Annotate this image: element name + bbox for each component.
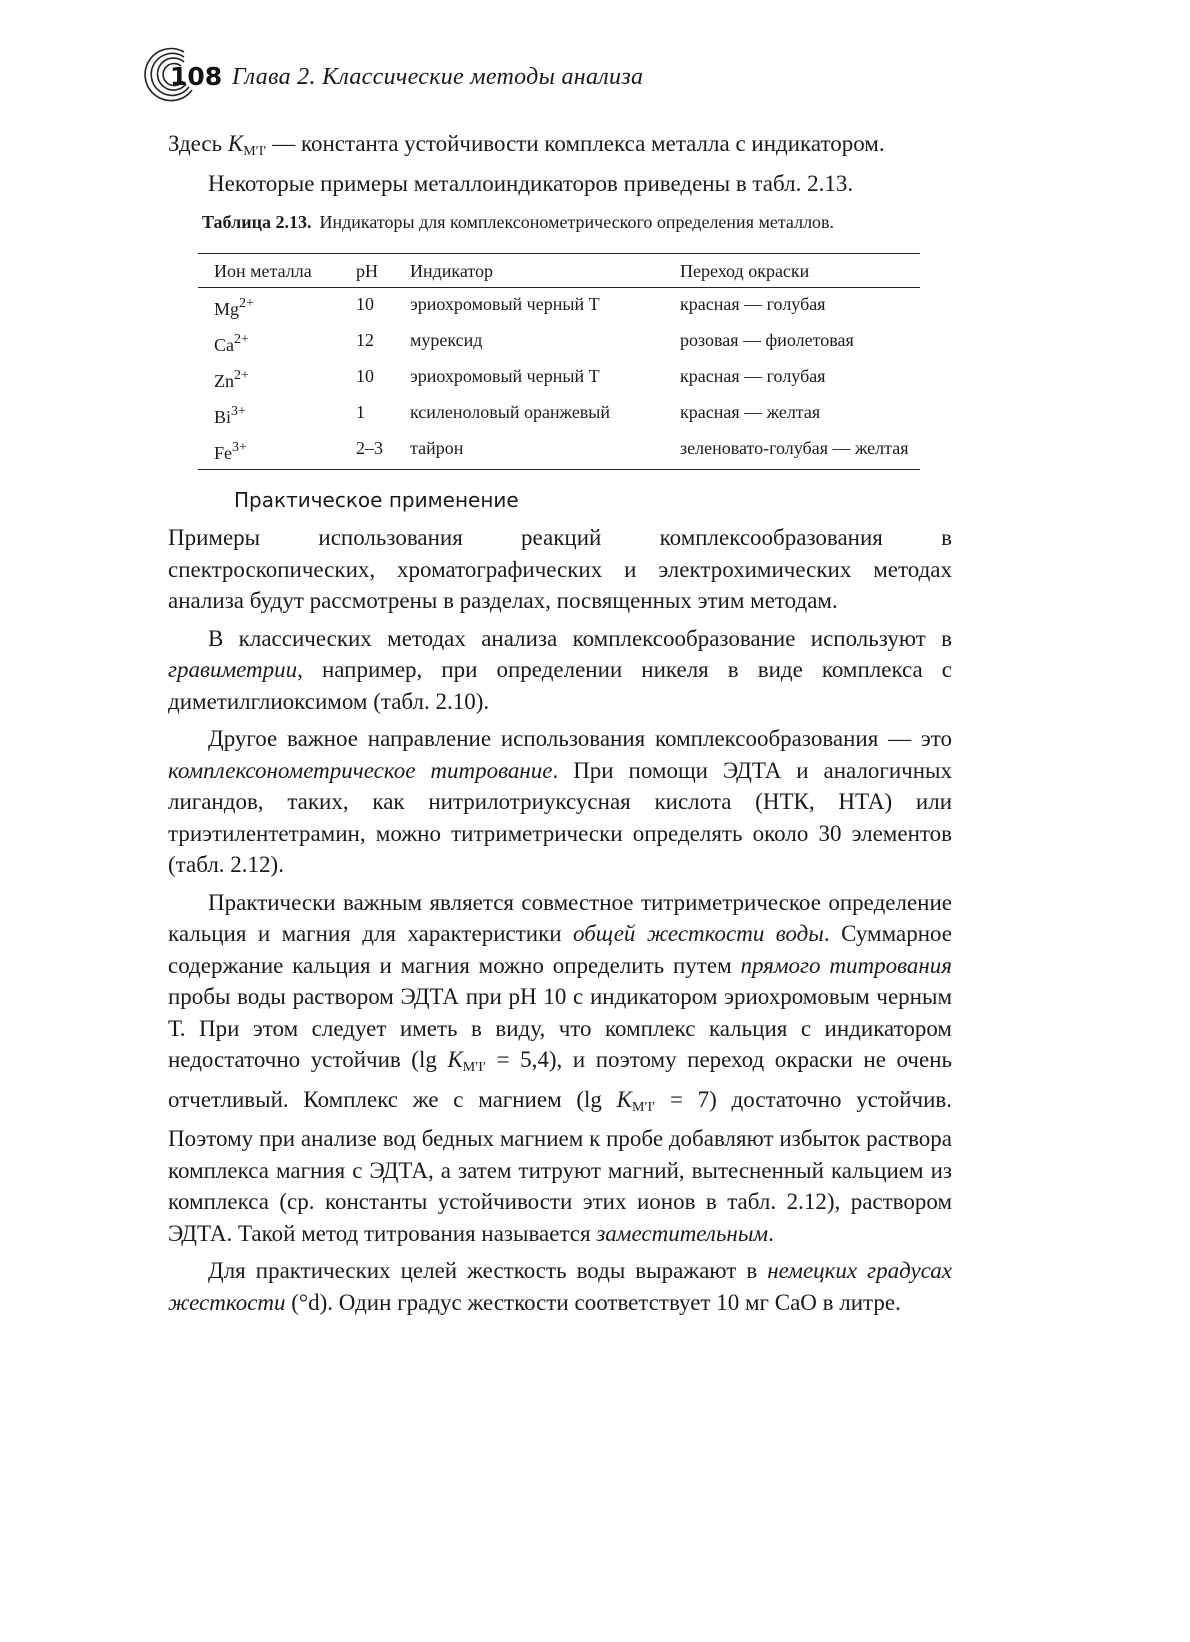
ph-cell: 12	[356, 330, 374, 350]
column-header-indicator: Индикатор	[410, 254, 680, 288]
ph-cell: 2–3	[356, 432, 410, 470]
ph-cell: 10	[356, 294, 374, 314]
indicator-cell: мурексид	[410, 330, 483, 350]
paragraph-3: Другое важное направление использования комплексообразования — это комплексонометрическое титрование. При помощи ЭДТА и аналогичных лигандов, таких, как нитрилотриуксусная кислота (НТК, НТА) или триэтилентетрамин, можно титриметрически определять около 30 элементов (табл. 2.12).	[168, 726, 952, 877]
paragraph-4: Практически важным является совместное титриметрическое определение кальция и магния для характеристики общей жесткости воды. Суммарное содержание кальция и магния можно определить путем прямого титрования пробы воды раствором ЭДТА при pH 10 с индикатором эриохромовым черным Т. При этом следует иметь в виду, что комплекс кальция с индикатором недостаточно устойчив (lg $K_{M'I'} = 5,4$), и поэтому переход окраски не очень отчетливый. Комплекс же с магнием (lg $K_{M'I'} = 7$) достаточно устойчив. Поэтому при анализе вод бедных магнием к пробе добавляют избыток раствора комплекса магния с ЭДТА, а затем титруют магний, вытесненный кальцием из комплекса (ср. константы устойчивости этих ионов в табл. 2.12), раствором ЭДТА. Такой метод титрования называется заместительным.	[168, 889, 952, 1246]
column-header-ph: pH	[356, 254, 410, 288]
indicators-table	[198, 253, 920, 470]
table-reference-paragraph: Некоторые примеры металлоиндикаторов приведены в табл. 2.13.	[208, 170, 854, 196]
column-header-ion: Ион металла	[198, 254, 356, 288]
transition-cell: красная — голубая	[680, 294, 826, 314]
transition-cell: красная — желтая	[680, 402, 821, 422]
table-row	[198, 396, 920, 432]
ion-cell: $Ca^{2+}$	[214, 332, 249, 355]
transition-cell: красная — голубая	[680, 366, 826, 386]
section-heading: Практическое применение	[234, 488, 519, 512]
indicator-cell: эриохромовый черный Т	[410, 366, 600, 386]
paragraph-1: Примеры использования реакций комплексообразования в спектроскопических, хроматографических и электрохимических методах анализа будут рассмотрены в разделах, посвященных этим методам.	[168, 525, 952, 613]
transition-cell: зеленовато-голубая — желтая	[680, 432, 920, 470]
page-number: 108	[170, 62, 223, 91]
page-content	[168, 128, 952, 1318]
table-caption-text: Индикаторы для комплексонометрического определения металлов.	[319, 212, 835, 232]
ion-cell: $Bi^{3+}$	[214, 404, 246, 427]
column-header-transition: Переход окраски	[680, 254, 920, 288]
table-row	[198, 360, 920, 396]
table-caption-label: Таблица 2.13.	[202, 212, 312, 232]
paragraph-2: В классических методах анализа комплексообразование используют в гравиметрии, например, при определении никеля в виде комплекса с диметилглиоксимом (табл. 2.10).	[168, 625, 952, 714]
intro-paragraph: Здесь $K_{M'I'}$ — константа устойчивости комплекса металла с индикатором.	[168, 131, 885, 159]
ph-cell: 10	[356, 366, 374, 386]
table-row	[198, 432, 920, 470]
indicator-cell: ксиленоловый оранжевый	[410, 402, 611, 422]
table-header-row	[198, 254, 920, 288]
indicator-cell: эриохромовый черный Т	[410, 294, 600, 314]
indicator-cell: тайрон	[410, 432, 680, 470]
table-row	[198, 324, 920, 360]
transition-cell: розовая — фиолетовая	[680, 330, 854, 350]
table-row	[198, 288, 920, 325]
paragraph-5: Для практических целей жесткость воды выражают в немецких градусах жесткости (°d). Один градус жесткости соответствует 10 мг CaO в литре.	[168, 1258, 952, 1315]
ion-cell: $Fe^{3+}$	[198, 432, 356, 470]
running-head: Глава 2. Классические методы анализа	[232, 64, 644, 90]
ph-cell: 1	[356, 402, 365, 422]
ion-cell: $Mg^{2+}$	[214, 296, 254, 319]
ion-cell: $Zn^{2+}$	[214, 368, 249, 391]
table-caption	[202, 211, 950, 233]
